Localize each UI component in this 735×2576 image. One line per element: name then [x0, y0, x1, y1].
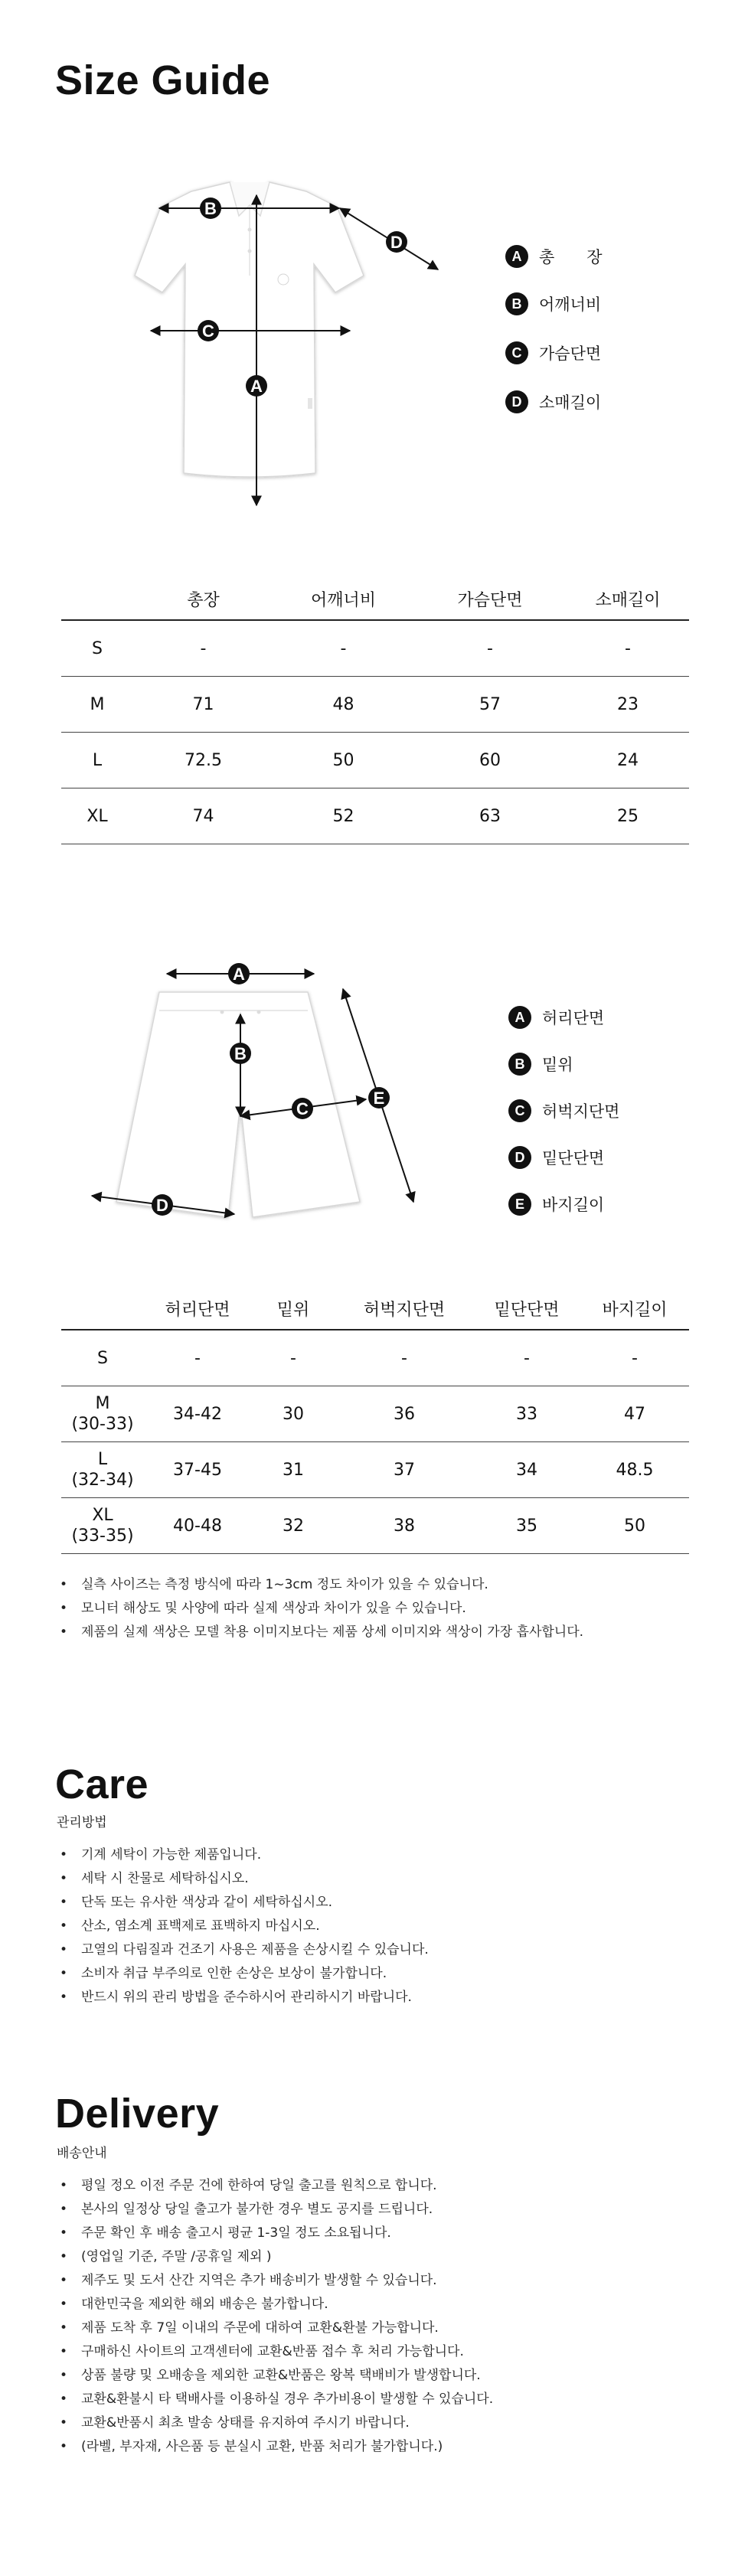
table-cell: 31	[251, 1442, 335, 1498]
column-header: 밑단단면	[473, 1288, 580, 1330]
table-cell: 50	[580, 1498, 689, 1554]
care-list	[55, 1843, 429, 2010]
list-item: • 구매하신 사이트의 고객센터에 교환&반품 접수 후 처리 가능합니다.	[55, 2340, 493, 2364]
size-range: (30-33)	[71, 1415, 134, 1434]
table-cell: 37	[335, 1442, 473, 1498]
table-cell: -	[273, 620, 413, 677]
table-cell: -	[413, 620, 567, 677]
table-row	[61, 1442, 689, 1498]
table-cell: -	[335, 1330, 473, 1386]
list-item: • 주문 확인 후 배송 출고시 평균 1-3일 정도 소요됩니다.	[55, 2222, 493, 2245]
table-cell: 47	[580, 1386, 689, 1442]
list-item: • 제주도 및 도서 산간 지역은 추가 배송비가 발생할 수 있습니다.	[55, 2269, 493, 2293]
shirt-diagram	[77, 168, 459, 521]
legend-label: 어깨너비	[539, 295, 602, 314]
care-title: Care	[55, 1761, 149, 1807]
size-cell: XL	[61, 788, 133, 844]
size-cell: S	[61, 620, 133, 677]
shirt-size-table	[61, 578, 689, 844]
shorts-marker-b: B	[234, 1044, 247, 1063]
table-cell: 34-42	[144, 1386, 251, 1442]
table-cell: 40-48	[144, 1498, 251, 1554]
list-item: • 고열의 다림질과 건조기 사용은 제품을 손상시킬 수 있습니다.	[55, 1938, 429, 1962]
legend-label: 소매길이	[539, 393, 602, 412]
size-cell	[61, 1330, 144, 1386]
list-item: • (라벨, 부자재, 사은품 등 분실시 교환, 반품 처리가 불가합니다.)	[55, 2435, 493, 2459]
legend-label: 총 장	[539, 248, 603, 266]
table-row	[61, 620, 689, 677]
legend-label: 바지길이	[542, 1196, 605, 1214]
table-cell: -	[473, 1330, 580, 1386]
shirt-marker-d: D	[390, 233, 403, 252]
legend-badge-b: B	[505, 292, 528, 315]
column-header: 허리단면	[144, 1288, 251, 1330]
table-cell: 34	[473, 1442, 580, 1498]
legend-label: 가슴단면	[539, 344, 602, 363]
legend-badge-e: E	[508, 1193, 531, 1216]
table-cell: -	[133, 620, 273, 677]
shirt-legend-item-d	[505, 390, 601, 413]
table-cell: 63	[413, 788, 567, 844]
table-cell: 35	[473, 1498, 580, 1554]
shorts-size-table	[61, 1288, 689, 1554]
legend-badge-d: D	[505, 390, 528, 413]
list-item: • 기계 세탁이 가능한 제품입니다.	[55, 1843, 429, 1867]
column-header: 허벅지단면	[335, 1288, 473, 1330]
size-cell: L	[61, 733, 133, 788]
shirt-marker-b: B	[204, 199, 217, 218]
column-header: 어깨너비	[273, 578, 413, 620]
column-header: 소매길이	[567, 578, 689, 620]
size-guide-title: Size Guide	[55, 57, 271, 103]
list-item: • 평일 정오 이전 주문 건에 한하여 당일 출고를 원칙으로 합니다.	[55, 2174, 493, 2198]
table-cell: -	[251, 1330, 335, 1386]
table-row	[61, 1498, 689, 1554]
table-row	[61, 733, 689, 788]
table-header-row	[61, 578, 689, 620]
shorts-legend-item-e	[508, 1193, 604, 1216]
table-cell: -	[144, 1330, 251, 1386]
size-cell	[61, 1386, 144, 1442]
list-item: • 본사의 일정상 당일 출고가 불가한 경우 별도 공지를 드립니다.	[55, 2198, 493, 2222]
shorts-legend-item-c	[508, 1099, 619, 1122]
column-header	[61, 1288, 144, 1330]
list-item: • 대한민국을 제외한 해외 배송은 불가합니다.	[55, 2293, 493, 2316]
table-cell: 37-45	[144, 1442, 251, 1498]
table-row	[61, 1386, 689, 1442]
shorts-legend-item-b	[508, 1053, 573, 1076]
table-row	[61, 788, 689, 844]
list-item: • 제품의 실제 색상은 모델 착용 이미지보다는 제품 상세 이미지와 색상이 가장 흡사합니다.	[55, 1621, 583, 1644]
table-cell: 25	[567, 788, 689, 844]
size-label: L	[97, 1450, 108, 1469]
table-cell: -	[567, 620, 689, 677]
table-cell: 24	[567, 733, 689, 788]
care-subtitle: 관리방법	[57, 1815, 107, 1830]
legend-label: 밑위	[542, 1056, 573, 1074]
list-item: • 실측 사이즈는 측정 방식에 따라 1~3cm 정도 차이가 있을 수 있습니다.	[55, 1573, 583, 1597]
table-row	[61, 1330, 689, 1386]
size-cell	[61, 1442, 144, 1498]
size-label: S	[97, 1348, 108, 1368]
table-cell: 38	[335, 1498, 473, 1554]
list-item: • (영업일 기준, 주말 /공휴일 제외 )	[55, 2245, 493, 2269]
list-item: • 상품 불량 및 오배송을 제외한 교환&반품은 왕복 택배비가 발생합니다.	[55, 2364, 493, 2388]
table-cell: 57	[413, 677, 567, 733]
legend-badge-d: D	[508, 1146, 531, 1169]
legend-label: 허리단면	[542, 1009, 605, 1027]
legend-badge-a: A	[505, 245, 528, 268]
delivery-title: Delivery	[55, 2091, 220, 2137]
shirt-marker-c: C	[202, 322, 214, 341]
delivery-subtitle: 배송안내	[57, 2146, 107, 2161]
table-cell: 50	[273, 733, 413, 788]
list-item: • 산소, 염소계 표백제로 표백하지 마십시오.	[55, 1915, 429, 1938]
list-item: • 교환&반품시 최초 발송 상태를 유지하여 주시기 바랍니다.	[55, 2411, 493, 2435]
shorts-marker-c: C	[296, 1099, 309, 1118]
table-cell: -	[580, 1330, 689, 1386]
table-cell: 33	[473, 1386, 580, 1442]
table-row	[61, 677, 689, 733]
size-cell: M	[61, 677, 133, 733]
legend-label: 허벅지단면	[542, 1102, 620, 1121]
legend-badge-b: B	[508, 1053, 531, 1076]
shirt-marker-a: A	[250, 377, 263, 396]
table-cell: 36	[335, 1386, 473, 1442]
table-cell: 74	[133, 788, 273, 844]
list-item: • 모니터 해상도 및 사양에 따라 실제 색상과 차이가 있을 수 있습니다.	[55, 1597, 583, 1621]
list-item: • 단독 또는 유사한 색상과 같이 세탁하십시오.	[55, 1891, 429, 1915]
size-range: (32-34)	[71, 1471, 134, 1490]
table-cell: 48.5	[580, 1442, 689, 1498]
shorts-legend-item-d	[508, 1146, 604, 1169]
column-header: 바지길이	[580, 1288, 689, 1330]
size-cell	[61, 1498, 144, 1554]
list-item: • 반드시 위의 관리 방법을 준수하시어 관리하시기 바랍니다.	[55, 1986, 429, 2010]
list-item: • 세탁 시 찬물로 세탁하십시오.	[55, 1867, 429, 1891]
table-cell: 72.5	[133, 733, 273, 788]
list-item: • 제품 도착 후 7일 이내의 주문에 대하여 교환&환불 가능합니다.	[55, 2316, 493, 2340]
size-label: M	[95, 1394, 110, 1413]
delivery-list	[55, 2174, 493, 2459]
shorts-marker-d: D	[156, 1196, 168, 1215]
size-range: (33-35)	[71, 1526, 134, 1546]
column-header	[61, 578, 133, 620]
shorts-diagram	[77, 949, 444, 1240]
size-label: XL	[92, 1506, 113, 1525]
shirt-legend-item-c	[505, 341, 601, 364]
column-header: 가슴단면	[413, 578, 567, 620]
legend-badge-c: C	[505, 341, 528, 364]
table-cell: 60	[413, 733, 567, 788]
legend-label: 밑단단면	[542, 1149, 605, 1167]
shorts-marker-a: A	[233, 965, 245, 984]
shirt-legend-item-b	[505, 292, 601, 315]
table-cell: 32	[251, 1498, 335, 1554]
column-header: 총장	[133, 578, 273, 620]
table-cell: 23	[567, 677, 689, 733]
table-cell: 48	[273, 677, 413, 733]
shirt-legend-item-a	[505, 245, 603, 268]
column-header: 밑위	[251, 1288, 335, 1330]
legend-badge-c: C	[508, 1099, 531, 1122]
size-notes	[55, 1573, 583, 1644]
table-cell: 30	[251, 1386, 335, 1442]
table-header-row	[61, 1288, 689, 1330]
list-item: • 교환&환불시 타 택배사를 이용하실 경우 추가비용이 발생할 수 있습니다.	[55, 2388, 493, 2411]
legend-badge-a: A	[508, 1006, 531, 1029]
table-cell: 71	[133, 677, 273, 733]
table-cell: 52	[273, 788, 413, 844]
shorts-marker-e: E	[373, 1089, 385, 1108]
shorts-legend-item-a	[508, 1006, 604, 1029]
list-item: • 소비자 취급 부주의로 인한 손상은 보상이 불가합니다.	[55, 1962, 429, 1986]
